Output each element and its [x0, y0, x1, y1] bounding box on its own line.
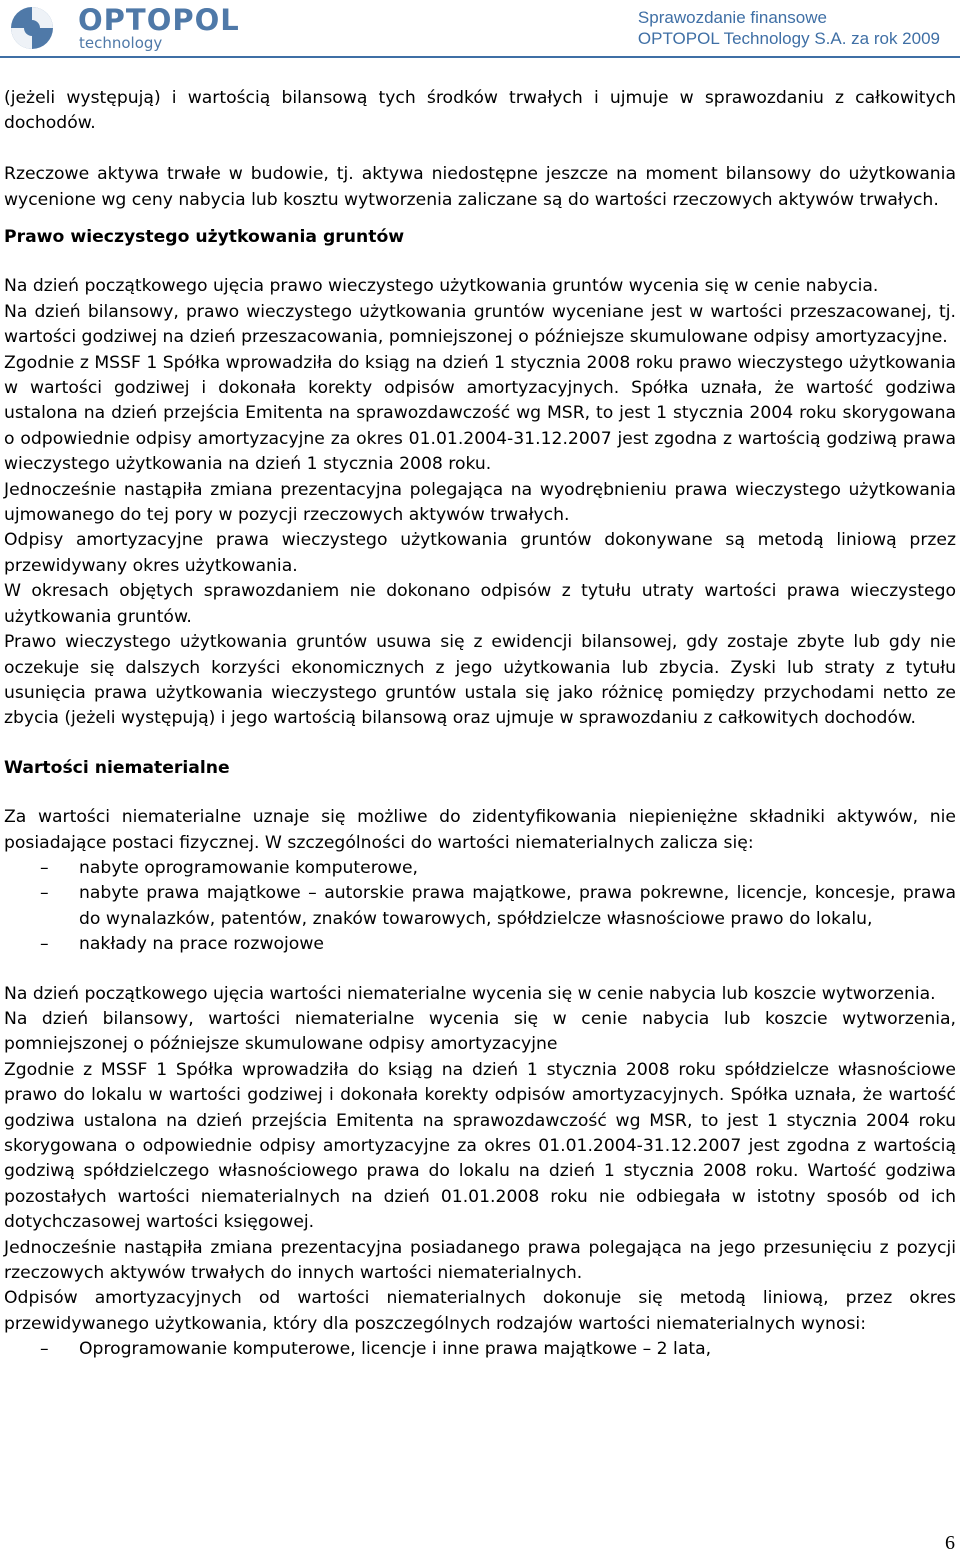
paragraph: Odpisy amortyzacyjne prawa wieczystego użytkowania gruntów dokonywane są metodą liniową przez przewidywany okres użytkowania.	[4, 530, 956, 576]
logo-name: OPTOPOL	[78, 3, 240, 37]
paragraph: Zgodnie z MSSF 1 Spółka wprowadziła do ksiąg na dzień 1 stycznia 2008 roku spółdzielcze własnościowe prawo do lokalu w wartości godziwej i dokonała korekty odpisów amortyzacyjnych. Spółka uznała, że wartość godziwa ustalona na dzień przejścia Emitenta na sprawozdawczość wg MSR, to jest 1 stycznia 2004 roku skorygowana o odpowiednie odpisy amortyzacyjne za okres 01.01.2004-31.12.2007 jest zgodna z wartością godziwą spółdzielczego własnościowego prawa do lokalu na dzień 1 stycznia 2008 roku. Wartość godziwa pozostałych wartości niematerialnych na dzień 01.01.2008 roku nie odbiegała w istotny sposób od ich dotychczasowej wartości księgowej.	[4, 1059, 956, 1233]
paragraph: W okresach objętych sprawozdaniem nie dokonano odpisów z tytułu utraty wartości prawa wieczystego użytkowania gruntów.	[4, 581, 956, 627]
amortization-list	[4, 1337, 956, 1362]
paragraph: Odpisów amortyzacyjnych od wartości niematerialnych dokonuje się metodą liniową, przez okres przewidywanego użytkowania, który dla poszczególnych rodzajów wartości niematerialnych wynosi:	[4, 1288, 956, 1334]
dash-bullet: –	[40, 934, 49, 955]
page-number: 6	[945, 1532, 955, 1554]
section-heading: Prawo wieczystego użytkowania gruntów	[4, 227, 405, 248]
logo-subtitle: technology	[79, 34, 163, 52]
optopol-logo	[8, 4, 238, 54]
spacer	[4, 732, 956, 756]
list-item: – nabyte oprogramowanie komputerowe,	[4, 856, 956, 881]
paragraph: Prawo wieczystego użytkowania gruntów usuwa się z ewidencji bilansowej, gdy zostaje zbyte lub gdy nie oczekuje się dalszych korzyści ekonomicznych z jego użytkowania lub zbycia. Zyski lub straty z tytułu usunięcia prawa użytkowania wieczystego gruntów ustala się jako różnicę pomiędzy przychodami netto ze zbycia (jeżeli występują) i jego wartością bilansową oraz ujmuje w sprawozdaniu z całkowitych dochodów.	[4, 632, 956, 729]
spacer	[4, 213, 956, 225]
paragraph: Na dzień początkowego ujęcia wartości niematerialne wycenia się w cenie nabycia lub koszcie wytworzenia.	[4, 983, 936, 1004]
header-divider	[0, 56, 960, 58]
paragraph: Za wartości niematerialne uznaje się możliwe do zidentyfikowania niepieniężne składniki aktywów, nie posiadające postaci fizycznej. W szczególności do wartości niematerialnych zalicza się:	[4, 807, 956, 853]
paragraph: Na dzień początkowego ujęcia prawo wieczystego użytkowania gruntów wycenia się w cenie nabycia.	[4, 276, 879, 297]
spacer	[4, 250, 956, 274]
list-item: – nabyte prawa majątkowe – autorskie prawa majątkowe, prawa pokrewne, licencje, koncesje, prawa do wynalazków, patentów, znaków towarowych, spółdzielcze własnościowe prawo do lokalu,	[40, 883, 956, 929]
paragraph: Rzeczowe aktywa trwałe w budowie, tj. aktywa niedostępne jeszcze na moment bilansowy do użytkowania wycenione wg ceny nabycia lub kosztu wytworzenia zaliczane są do wartości rzeczowych aktywów trwałych.	[4, 164, 956, 210]
spacer	[4, 958, 956, 982]
section-heading: Wartości niematerialne	[4, 757, 230, 778]
paragraph: (jeżeli występują) i wartością bilansową tych środków trwałych i ujmuje w sprawozdaniu z całkowitych dochodów.	[4, 88, 956, 134]
paragraph: Jednocześnie nastąpiła zmiana prezentacyjna posiadanego prawa polegająca na jego przesunięciu z pozycji rzeczowych aktywów trwałych do innych wartości niematerialnych.	[4, 1237, 956, 1284]
report-subtitle: OPTOPOL Technology S.A. za rok 2009	[637, 29, 940, 48]
paragraph: Na dzień bilansowy, wartości niematerialne wycenia się w cenie nabycia lub koszcie wytworzenia, pomniejszonej o późniejsze skumulowane odpisy amortyzacyjne	[4, 1008, 956, 1055]
report-title: Sprawozdanie finansowe	[637, 8, 827, 27]
report-header	[638, 7, 940, 49]
dash-bullet: –	[40, 883, 49, 904]
list-item: – Oprogramowanie komputerowe, licencje i inne prawa majątkowe – 2 lata,	[4, 1337, 956, 1362]
paragraph: Zgodnie z MSSF 1 Spółka wprowadziła do ksiąg na dzień 1 stycznia 2008 roku prawo wieczystego użytkowania w wartości godziwej i dokonała korekty odpisów amortyzacyjnych. Spółka uznała, że wartość godziwa ustalona na dzień przejścia Emitenta na sprawozdawczość wg MSR, to jest 1 stycznia 2004 roku skorygowana o odpowiednie odpisy amortyzacyjne za okres 01.01.2004-31.12.2007 jest zgodna z wartością godziwą prawa wieczystego użytkowania na dzień 1 stycznia 2008 roku.	[4, 352, 956, 475]
spacer	[4, 137, 956, 162]
paragraph: Jednocześnie nastąpiła zmiana prezentacyjna polegająca na wyodrębnieniu prawa wieczystego użytkowania ujmowanego do tej pory w pozycji rzeczowych aktywów trwałych.	[4, 479, 956, 526]
dash-bullet: –	[40, 1339, 49, 1360]
paragraph: Na dzień bilansowy, prawo wieczystego użytkowania gruntów wyceniane jest w wartości przeszacowanej, tj. wartości godziwej na dzień przeszacowania, pomniejszonej o późniejsze skumulowane odpisy amortyzacyjne.	[4, 301, 956, 348]
logo-mark-icon	[8, 4, 68, 54]
list-item: – nakłady na prace rozwojowe	[4, 932, 956, 957]
asset-list	[4, 856, 956, 958]
dash-bullet: –	[40, 857, 49, 878]
document-body	[4, 86, 956, 1363]
spacer	[4, 781, 956, 805]
